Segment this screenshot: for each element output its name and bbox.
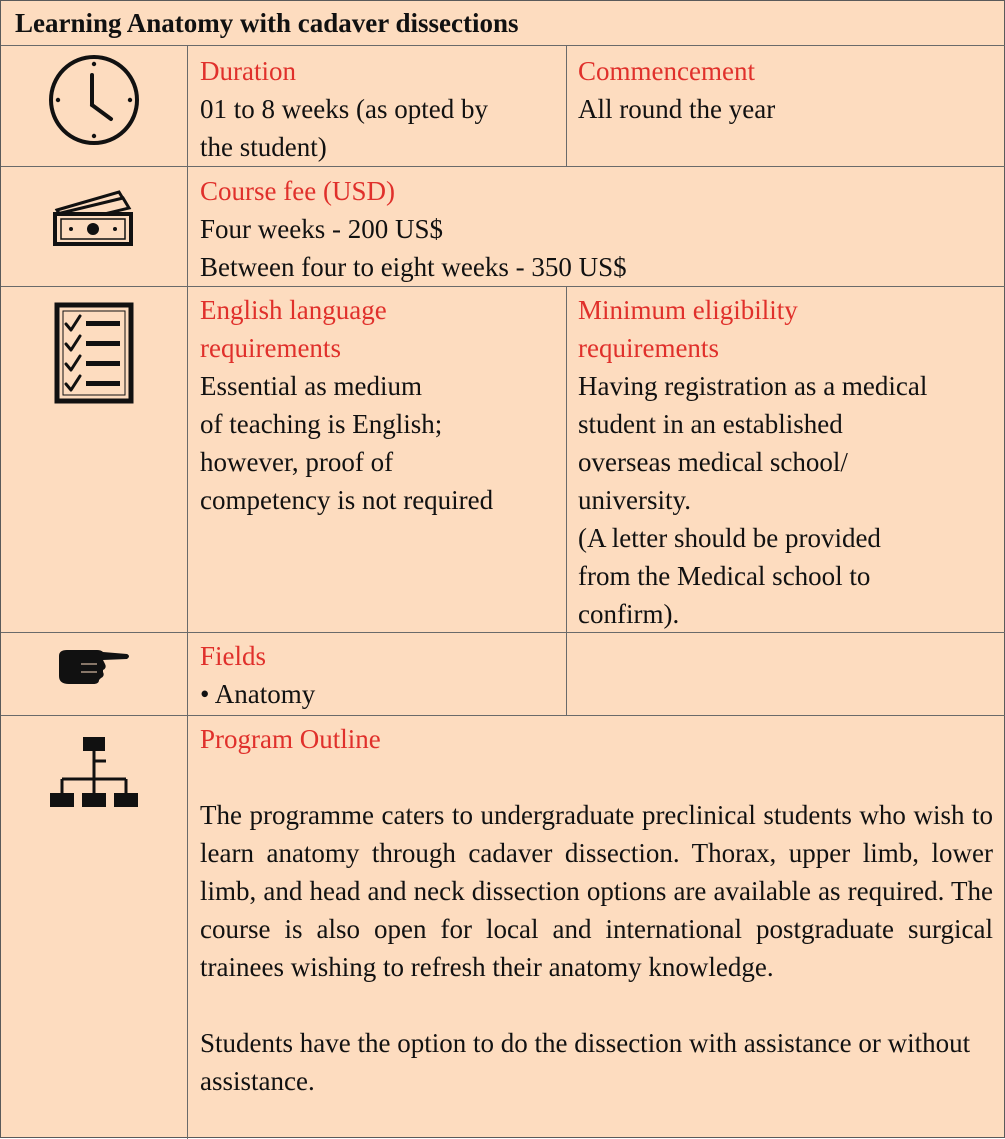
pointing-hand-icon xyxy=(57,646,131,686)
fee-cell xyxy=(200,172,990,286)
english-value-line: however, proof of xyxy=(200,447,394,477)
divider xyxy=(566,286,567,715)
outline-paragraph: The programme caters to undergraduate preclinical students who wish to learn anatomy through cadaver dissection. Thorax, upper limb, lower limb, and head and neck dissection options are available as required. The course is also open for local and international postgraduate surgical trainees wishing to refresh their anatomy knowledge. xyxy=(200,800,993,982)
fee-line: Between four to eight weeks - 350 US$ xyxy=(200,252,627,282)
outline-cell xyxy=(200,720,993,1100)
duration-value-line: 01 to 8 weeks (as opted by xyxy=(200,94,488,124)
english-requirements-cell xyxy=(200,291,560,519)
english-label-line: requirements xyxy=(200,333,341,363)
eligibility-value-line: confirm). xyxy=(578,599,680,629)
duration-cell xyxy=(200,52,560,166)
eligibility-value-line: university. xyxy=(578,485,691,515)
outline-label: Program Outline xyxy=(200,724,381,754)
commencement-label: Commencement xyxy=(578,56,755,86)
eligibility-label-line: Minimum eligibility xyxy=(578,295,798,325)
commencement-value: All round the year xyxy=(578,94,776,124)
english-value-line: competency is not required xyxy=(200,485,494,515)
commencement-cell xyxy=(578,52,998,128)
eligibility-value-line: (A letter should be provided xyxy=(578,523,881,553)
fields-item: • Anatomy xyxy=(200,679,316,709)
english-label-line: English language xyxy=(200,295,387,325)
fee-line: Four weeks - 200 US$ xyxy=(200,214,443,244)
outline-icon-cell xyxy=(1,735,187,811)
eligibility-value-line: from the Medical school to xyxy=(578,561,871,591)
fields-label: Fields xyxy=(200,641,267,671)
divider xyxy=(1,286,1005,287)
divider xyxy=(1,166,1005,167)
english-value-line: of teaching is English; xyxy=(200,409,443,439)
clock-icon xyxy=(47,53,141,147)
fee-label: Course fee (USD) xyxy=(200,176,395,206)
eligibility-value-line: Having registration as a medical xyxy=(578,371,928,401)
duration-value-line: the student) xyxy=(200,132,327,162)
divider xyxy=(1,45,1005,46)
duration-icon-cell xyxy=(1,53,187,163)
duration-label: Duration xyxy=(200,56,296,86)
hierarchy-icon xyxy=(48,735,140,811)
money-icon xyxy=(51,188,137,248)
eligibility-requirements-cell xyxy=(578,291,998,633)
checklist-icon xyxy=(54,302,134,404)
outline-paragraph: Students have the option to do the dissection with assistance or without assistance. xyxy=(200,1028,971,1096)
table-title: Learning Anatomy with cadaver dissections xyxy=(15,8,519,38)
eligibility-value-line: overseas medical school/ xyxy=(578,447,848,477)
eligibility-label-line: requirements xyxy=(578,333,719,363)
fields-icon-cell xyxy=(1,646,187,688)
fields-cell xyxy=(200,637,560,713)
english-value-line: Essential as medium xyxy=(200,371,422,401)
eligibility-value-line: student in an established xyxy=(578,409,843,439)
requirements-icon-cell xyxy=(1,302,187,406)
divider xyxy=(1,715,1005,716)
fee-icon-cell xyxy=(1,188,187,258)
divider xyxy=(187,45,188,1139)
divider xyxy=(566,45,567,166)
